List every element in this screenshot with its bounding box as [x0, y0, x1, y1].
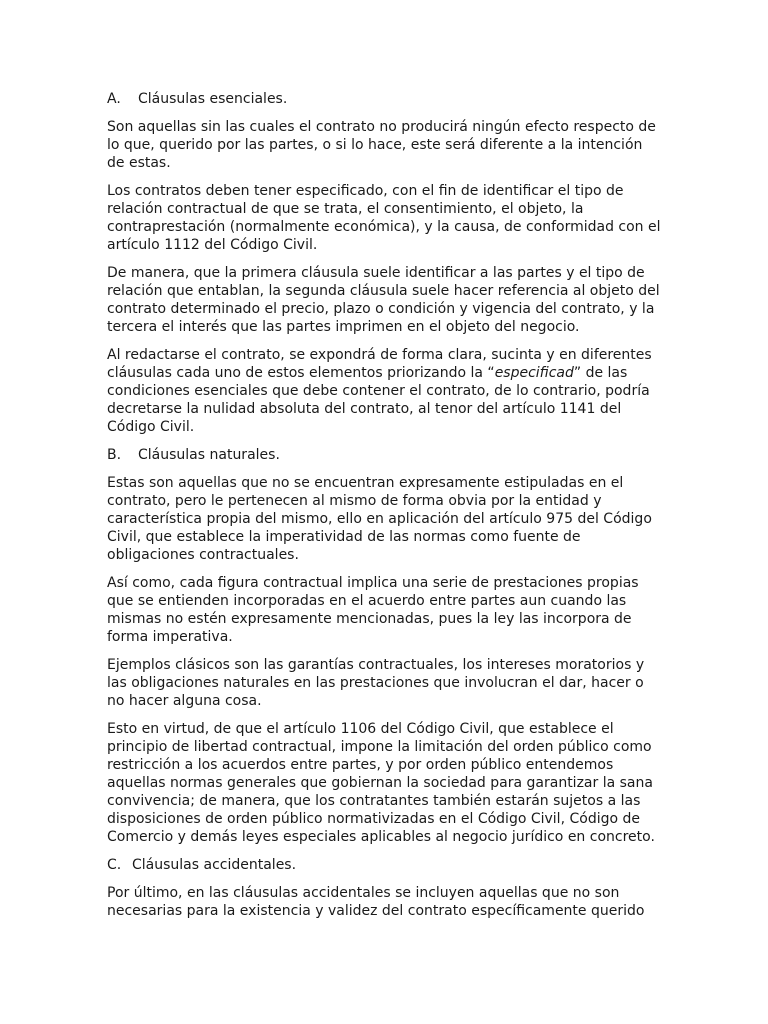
emphasis-word: especificad — [494, 365, 574, 381]
section-a-letter: A. — [107, 91, 121, 107]
document-page — [107, 90, 663, 930]
section-a-heading — [107, 90, 663, 108]
section-c-title: Cláusulas accidentales. — [132, 857, 297, 873]
section-b-title: Cláusulas naturales. — [138, 447, 280, 463]
section-b-letter: B. — [107, 447, 122, 463]
section-c-heading — [107, 856, 663, 874]
paragraph: Los contratos deben tener especificado, con el fin de identificar el tipo de relación contractual de que se trata, el consentimiento, el objeto, la contraprestación (normalmente económica), y la causa, de conformidad con el artículo 1112 del Código Civil. — [107, 183, 661, 253]
paragraph-text: Al redactarse el contrato, se expondrá de forma clara, sucinta y en diferentes cláusulas cada uno de estos elementos priorizando la “ — [107, 347, 652, 381]
paragraph-text: ” de las condiciones esenciales que debe contener el contrato, de lo contrario, podría decretarse la nulidad absoluta del contrato, al tenor del artículo 1141 del Código Civil. — [107, 365, 650, 435]
paragraph: Esto en virtud, de que el artículo 1106 del Código Civil, que establece el principio de libertad contractual, impone la limitación del orden público como restricción a los acuerdos entre partes, y por orden público entendemos aquellas normas generales que gobiernan la sociedad para garantizar la sana convivencia; de manera, que los contratantes también estarán sujetos a las disposiciones de orden público normativizadas en el Código Civil, Código de Comercio y demás leyes especiales aplicables al negocio jurídico en concreto. — [107, 721, 655, 845]
paragraph: Ejemplos clásicos son las garantías contractuales, los intereses moratorios y las obligaciones naturales en las prestaciones que involucran el dar, hacer o no hacer alguna cosa. — [107, 657, 645, 709]
paragraph: Estas son aquellas que no se encuentran expresamente estipuladas en el contrato, pero le pertenecen al mismo de forma obvia por la entidad y característica propia del mismo, ello en aplicación del artículo 975 del Código Civil, que establece la imperatividad de las normas como fuente de obligaciones contractuales. — [107, 475, 652, 563]
paragraph: Así como, cada figura contractual implica una serie de prestaciones propias que se entienden incorporadas en el acuerdo entre partes aun cuando las mismas no estén expresamente mencionadas, pues la ley las incorpora de forma imperativa. — [107, 575, 639, 645]
paragraph-with-emphasis — [107, 346, 663, 436]
section-c-letter: C. — [107, 857, 122, 873]
paragraph: Son aquellas sin las cuales el contrato no producirá ningún efecto respecto de lo que, querido por las partes, o si lo hace, este será diferente a la intención de estas. — [107, 119, 656, 171]
paragraph: Por último, en las cláusulas accidentales se incluyen aquellas que no son necesarias para la existencia y validez del contrato específicamente querido — [107, 885, 645, 919]
section-b-heading — [107, 446, 663, 464]
section-a-title: Cláusulas esenciales. — [138, 91, 288, 107]
paragraph: De manera, que la primera cláusula suele identificar a las partes y el tipo de relación que entablan, la segunda cláusula suele hacer referencia al objeto del contrato determinado el precio, plazo o condición y vigencia del contrato, y la tercera el interés que las partes imprimen en el objeto del negocio. — [107, 265, 660, 335]
